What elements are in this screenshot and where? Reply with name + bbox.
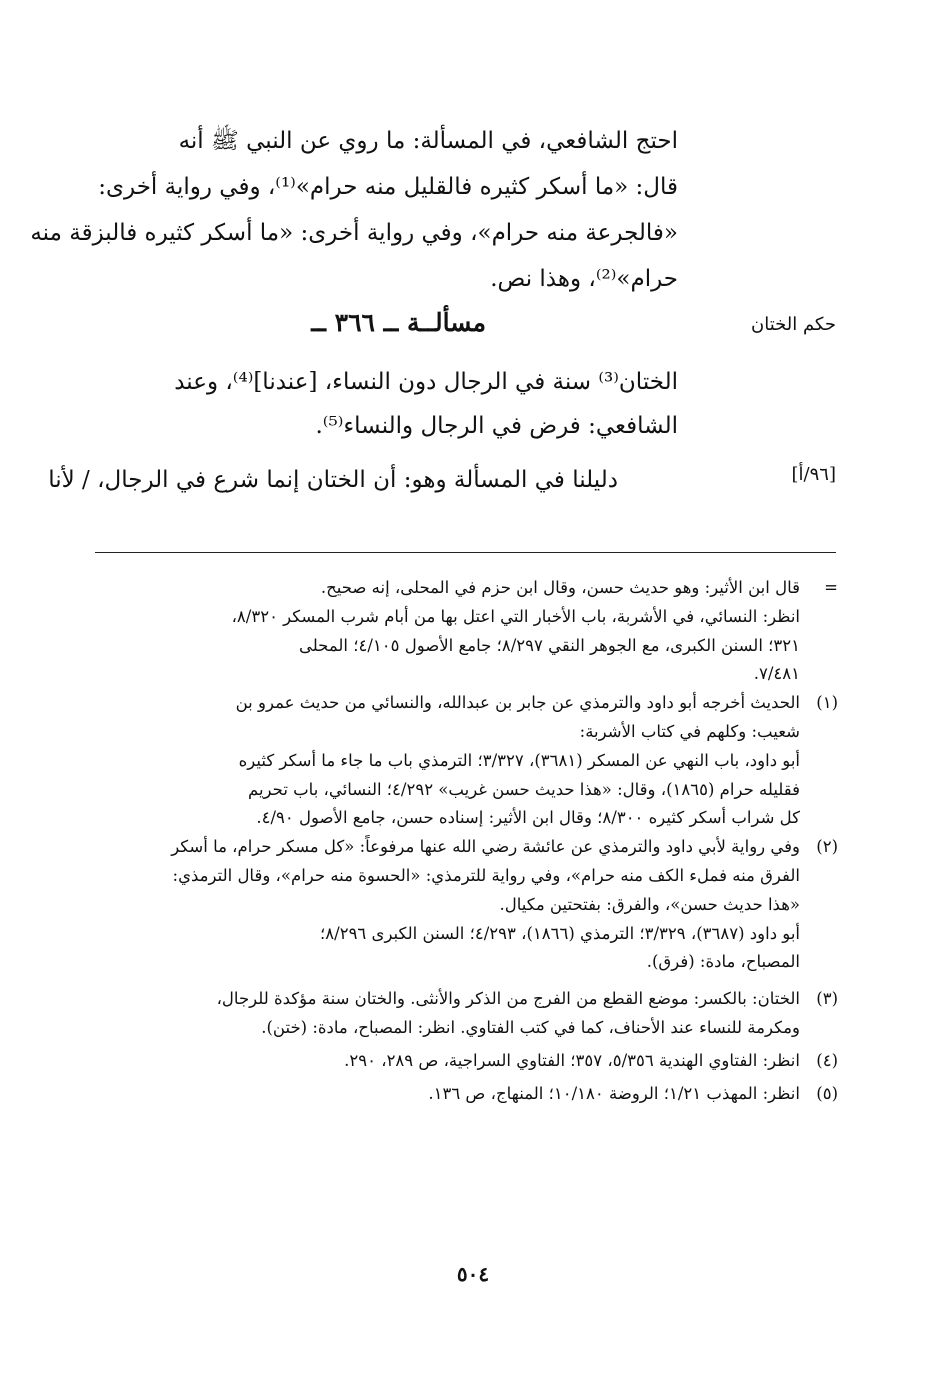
footnote-line: شعيب: وكلهم في كتاب الأشربة: (579, 721, 800, 741)
footnote-line: قال ابن الأثير: وهو حديث حسن، وقال ابن حزم في المحلى، إنه صحيح. (320, 578, 800, 597)
footnote-line: فقليله حرام (١٨٦٥)، وقال: «هذا حديث حسن غريب» ٤/٢٩٢؛ النسائي، باب تحريم (247, 779, 800, 799)
footnote-marker: (٢) (816, 837, 838, 857)
margin-folio-ref: [٩٦/أ] (791, 464, 836, 485)
footnote-marker: (١) (816, 693, 838, 713)
text-line: الختان⁽³⁾ سنة في الرجال دون النساء، [عندنا]⁽⁴⁾، وعند (174, 369, 678, 395)
footnote-3 (93, 985, 838, 1043)
text-line: قال: «ما أسكر كثيره فالقليل منه حرام»⁽¹⁾، وفي رواية أخرى: (98, 174, 678, 200)
side-title: حكم الختان (750, 314, 836, 335)
footnote-continued (93, 574, 838, 689)
footnote-line: ٣٢١؛ السنن الكبرى، مع الجوهر النقي ٨/٢٩٧؛ جامع الأصول ٤/١٠٥؛ المحلى (298, 635, 800, 655)
text-line: احتج الشافعي، في المسألة: ما روي عن النبي ﷺ أنه (178, 128, 678, 154)
main-paragraph-1 (30, 118, 678, 302)
footnotes (93, 574, 838, 1108)
footnote-marker: (٣) (816, 989, 838, 1009)
footnote-line: أبو داود، باب النهي عن المسكر (٣٦٨١)، ٣/٣٢٧؛ الترمذي باب ما جاء ما أسكر كثيره (238, 750, 800, 770)
footnote-1 (93, 689, 838, 833)
footnote-line: الختان: بالكسر: موضع القطع من الفرج من الذكر والأنثى. والختان سنة مؤكدة للرجال، (216, 989, 800, 1009)
page-number: ٥٠٤ (456, 1262, 490, 1286)
footnote-line: كل شراب أسكر كثيره ٨/٣٠٠؛ وقال ابن الأثير: إسناده حسن، جامع الأصول ٤/٩٠. (256, 808, 800, 828)
section-heading: مسألــة ــ ٣٦٦ ــ (311, 308, 486, 337)
footnote-line: «هذا حديث حسن»، والفرق: بفتحتين مكيال. (499, 894, 800, 914)
footnote-2 (93, 833, 838, 977)
text-line: دليلنا في المسألة وهو: أن الختان إنما شرع في الرجال، / لأنا (48, 467, 618, 493)
footnote-line: وفي رواية لأبي داود والترمذي عن عائشة رضي الله عنها مرفوعاً: «كل مسكر حرام، ما أسكر (171, 837, 800, 857)
main-paragraph-2 (174, 360, 678, 448)
footnote-separator (95, 552, 836, 553)
footnote-line: المصباح، مادة: (فرق). (646, 952, 800, 972)
footnote-line: الحديث أخرجه أبو داود والترمذي عن جابر بن عبدالله، والنسائي من حديث عمرو بن (235, 693, 800, 713)
footnote-marker: (٥) (816, 1083, 838, 1103)
footnote-5 (93, 1080, 838, 1109)
footnote-line: أبو داود (٣٦٨٧)، ٣/٣٢٩؛ الترمذي (١٨٦٦)، ٤/٢٩٣؛ السنن الكبرى ٨/٢٩٦؛ (320, 923, 800, 943)
footnote-marker: (٤) (816, 1050, 838, 1070)
footnote-marker: = (824, 578, 838, 597)
footnote-line: الفرق منه فملء الكف منه حرام»، وفي رواية للترمذي: «الحسوة منه حرام»، وقال الترمذي: (172, 865, 800, 885)
footnote-4 (93, 1047, 838, 1076)
text-line: «فالجرعة منه حرام»، وفي رواية أخرى: «ما أسكر كثيره فالبزقة منه (30, 220, 678, 246)
text-line: حرام»⁽²⁾، وهذا نص. (490, 266, 678, 292)
text-line: الشافعي: فرض في الرجال والنساء⁽⁵⁾. (315, 413, 678, 439)
footnote-line: انظر: المهذب ١/٢١؛ الروضة ١٠/١٨٠؛ المنهاج، ص ١٣٦. (428, 1083, 800, 1103)
footnote-line: انظر: النسائي، في الأشربة، باب الأخبار التي اعتل بها من أبام شرب المسكر ٨/٣٢٠، (231, 606, 800, 626)
footnote-line: ومكرمة للنساء عند الأحناف، كما في كتب الفتاوي. انظر: المصباح، مادة: (ختن). (261, 1017, 800, 1037)
footnote-line: ٧/٤٨١. (753, 664, 800, 684)
main-paragraph-3 (48, 460, 618, 500)
footnote-line: انظر: الفتاوي الهندية ٥/٣٥٦، ٣٥٧؛ الفتاوي السراجية، ص ٢٨٩، ٢٩٠. (344, 1050, 800, 1070)
